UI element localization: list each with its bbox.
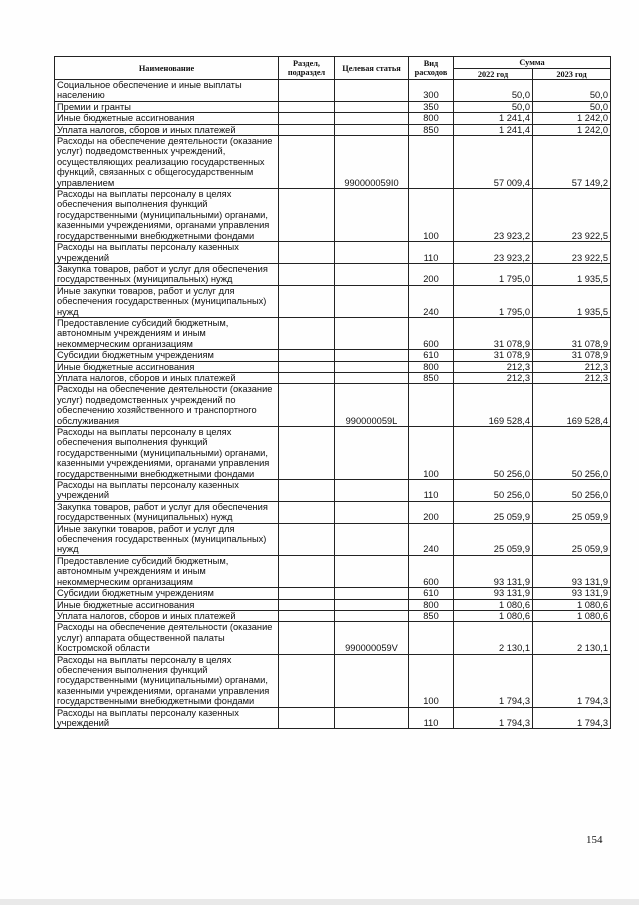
row-type (409, 384, 454, 427)
row-type: 240 (409, 285, 454, 317)
row-name: Предоставление субсидий бюджетным, автономным учреждениям и иным некоммерческим организациям (55, 317, 279, 349)
row-type: 850 (409, 372, 454, 383)
row-type: 800 (409, 599, 454, 610)
row-target (335, 480, 409, 502)
header-name: Наименование (55, 57, 279, 80)
row-name: Расходы на обеспечение деятельности (оказание услуг) аппарата общественной палаты Костромской области (55, 622, 279, 654)
row-target (335, 285, 409, 317)
row-name: Расходы на обеспечение деятельности (оказание услуг) подведомственных учреждений по обеспечению хозяйственного и транспортного обслуживания (55, 384, 279, 427)
row-sum-2023: 25 059,9 (533, 523, 611, 555)
row-name: Иные бюджетные ассигнования (55, 113, 279, 124)
row-sum-2022: 1 241,4 (454, 124, 533, 135)
row-target (335, 263, 409, 285)
row-section (279, 361, 335, 372)
row-type (409, 622, 454, 654)
row-target (335, 610, 409, 621)
row-sum-2023: 50 256,0 (533, 427, 611, 480)
table-row (55, 136, 611, 189)
row-section (279, 654, 335, 707)
row-target (335, 372, 409, 383)
row-sum-2023: 1 794,3 (533, 707, 611, 729)
row-sum-2022: 31 078,9 (454, 350, 533, 361)
row-target (335, 501, 409, 523)
row-sum-2023: 57 149,2 (533, 136, 611, 189)
table-row (55, 622, 611, 654)
table-row (55, 285, 611, 317)
page-number: 154 (586, 834, 603, 846)
row-sum-2023: 31 078,9 (533, 350, 611, 361)
row-name: Расходы на выплаты персоналу в целях обеспечения выполнения функций государственными (муниципальными) органами, казенными учреждениями, органами управления государственными внебюджетными фондами (55, 654, 279, 707)
row-name: Расходы на выплаты персоналу в целях обеспечения выполнения функций государственными (муниципальными) органами, казенными учреждениями, органами управления государственными внебюджетными фондами (55, 189, 279, 242)
row-type: 610 (409, 588, 454, 599)
row-sum-2023: 1 935,5 (533, 285, 611, 317)
table-row (55, 384, 611, 427)
row-section (279, 555, 335, 587)
row-sum-2023: 1 935,5 (533, 263, 611, 285)
table-row (55, 501, 611, 523)
row-sum-2022: 1 241,4 (454, 113, 533, 124)
row-target (335, 361, 409, 372)
row-section (279, 189, 335, 242)
row-type: 100 (409, 654, 454, 707)
row-section (279, 113, 335, 124)
row-sum-2023: 31 078,9 (533, 317, 611, 349)
row-section (279, 480, 335, 502)
row-sum-2023: 23 922,5 (533, 242, 611, 264)
row-type: 850 (409, 610, 454, 621)
row-name: Уплата налогов, сборов и иных платежей (55, 372, 279, 383)
row-sum-2023: 212,3 (533, 361, 611, 372)
row-name: Субсидии бюджетным учреждениям (55, 350, 279, 361)
row-sum-2023: 50,0 (533, 101, 611, 112)
row-type: 100 (409, 427, 454, 480)
row-sum-2023: 2 130,1 (533, 622, 611, 654)
row-type: 600 (409, 555, 454, 587)
row-name: Уплата налогов, сборов и иных платежей (55, 124, 279, 135)
row-target (335, 80, 409, 102)
page-edge (0, 899, 639, 905)
row-sum-2022: 212,3 (454, 372, 533, 383)
budget-table (54, 56, 611, 729)
table-row (55, 80, 611, 102)
row-type: 350 (409, 101, 454, 112)
row-name: Иные закупки товаров, работ и услуг для обеспечения государственных (муниципальных) нужд (55, 523, 279, 555)
row-sum-2022: 50,0 (454, 80, 533, 102)
table-row (55, 610, 611, 621)
table-body (55, 80, 611, 729)
row-sum-2022: 1 794,3 (454, 654, 533, 707)
table-row (55, 350, 611, 361)
row-sum-2022: 23 923,2 (454, 242, 533, 264)
row-target: 990000059I0 (335, 136, 409, 189)
row-sum-2023: 1 242,0 (533, 124, 611, 135)
row-sum-2022: 169 528,4 (454, 384, 533, 427)
row-name: Субсидии бюджетным учреждениям (55, 588, 279, 599)
row-sum-2022: 23 923,2 (454, 189, 533, 242)
row-sum-2022: 1 795,0 (454, 285, 533, 317)
table-row (55, 523, 611, 555)
row-sum-2022: 212,3 (454, 361, 533, 372)
row-name: Иные закупки товаров, работ и услуг для обеспечения государственных (муниципальных) нужд (55, 285, 279, 317)
row-section (279, 317, 335, 349)
table-row (55, 372, 611, 383)
row-section (279, 285, 335, 317)
row-sum-2022: 57 009,4 (454, 136, 533, 189)
row-section (279, 384, 335, 427)
row-name: Уплата налогов, сборов и иных платежей (55, 610, 279, 621)
row-sum-2022: 31 078,9 (454, 317, 533, 349)
row-sum-2022: 1 080,6 (454, 610, 533, 621)
row-target (335, 427, 409, 480)
row-name: Расходы на обеспечение деятельности (оказание услуг) подведомственных учреждений, осуществляющих реализацию государственных функций, связанных с общегосударственным управлением (55, 136, 279, 189)
row-sum-2023: 25 059,9 (533, 501, 611, 523)
table-row (55, 113, 611, 124)
row-section (279, 136, 335, 189)
row-sum-2023: 50 256,0 (533, 480, 611, 502)
table-row (55, 480, 611, 502)
row-section (279, 588, 335, 599)
table-row (55, 427, 611, 480)
table-row (55, 263, 611, 285)
row-target (335, 189, 409, 242)
row-sum-2022: 25 059,9 (454, 523, 533, 555)
header-year-2023: 2023 год (533, 69, 611, 80)
row-target (335, 113, 409, 124)
row-type: 200 (409, 263, 454, 285)
row-section (279, 372, 335, 383)
row-section (279, 80, 335, 102)
row-sum-2023: 1 080,6 (533, 599, 611, 610)
row-sum-2023: 93 131,9 (533, 588, 611, 599)
row-section (279, 501, 335, 523)
row-target: 990000059L (335, 384, 409, 427)
row-target (335, 599, 409, 610)
row-sum-2023: 50,0 (533, 80, 611, 102)
row-name: Закупка товаров, работ и услуг для обеспечения государственных (муниципальных) нужд (55, 501, 279, 523)
row-section (279, 101, 335, 112)
row-section (279, 124, 335, 135)
table-row (55, 361, 611, 372)
row-sum-2022: 50 256,0 (454, 427, 533, 480)
row-section (279, 707, 335, 729)
row-name: Расходы на выплаты персоналу в целях обеспечения выполнения функций государственными (муниципальными) органами, казенными учреждениями, органами управления государственными внебюджетными фондами (55, 427, 279, 480)
row-type: 110 (409, 480, 454, 502)
row-target (335, 317, 409, 349)
table-row (55, 654, 611, 707)
table-row (55, 101, 611, 112)
table-header (55, 57, 611, 80)
row-target (335, 555, 409, 587)
row-target (335, 523, 409, 555)
row-target (335, 707, 409, 729)
row-name: Социальное обеспечение и иные выплаты населению (55, 80, 279, 102)
row-target (335, 101, 409, 112)
row-section (279, 242, 335, 264)
table-row (55, 588, 611, 599)
row-target (335, 588, 409, 599)
row-section (279, 523, 335, 555)
row-section (279, 622, 335, 654)
row-name: Расходы на выплаты персоналу казенных учреждений (55, 707, 279, 729)
row-sum-2022: 1 080,6 (454, 599, 533, 610)
row-section (279, 427, 335, 480)
header-sum: Сумма (454, 57, 611, 69)
row-sum-2023: 1 794,3 (533, 654, 611, 707)
table-row (55, 317, 611, 349)
row-name: Расходы на выплаты персоналу казенных учреждений (55, 242, 279, 264)
row-name: Расходы на выплаты персоналу казенных учреждений (55, 480, 279, 502)
row-type: 300 (409, 80, 454, 102)
row-sum-2022: 25 059,9 (454, 501, 533, 523)
row-sum-2022: 93 131,9 (454, 555, 533, 587)
table-row (55, 189, 611, 242)
header-year-2022: 2022 год (454, 69, 533, 80)
row-target (335, 350, 409, 361)
row-sum-2023: 1 080,6 (533, 610, 611, 621)
row-sum-2022: 1 795,0 (454, 263, 533, 285)
row-sum-2022: 50 256,0 (454, 480, 533, 502)
table-row (55, 707, 611, 729)
row-type: 200 (409, 501, 454, 523)
row-type (409, 136, 454, 189)
row-sum-2022: 50,0 (454, 101, 533, 112)
row-section (279, 350, 335, 361)
row-name: Иные бюджетные ассигнования (55, 599, 279, 610)
row-sum-2023: 169 528,4 (533, 384, 611, 427)
row-type: 850 (409, 124, 454, 135)
row-sum-2023: 23 922,5 (533, 189, 611, 242)
row-type: 110 (409, 242, 454, 264)
row-type: 800 (409, 113, 454, 124)
row-target (335, 242, 409, 264)
row-sum-2023: 93 131,9 (533, 555, 611, 587)
header-section: Раздел, подраздел (279, 57, 335, 80)
row-target (335, 654, 409, 707)
row-name: Предоставление субсидий бюджетным, автономным учреждениям и иным некоммерческим организациям (55, 555, 279, 587)
table-row (55, 124, 611, 135)
row-sum-2023: 1 242,0 (533, 113, 611, 124)
row-sum-2022: 1 794,3 (454, 707, 533, 729)
row-type: 100 (409, 189, 454, 242)
row-section (279, 610, 335, 621)
row-sum-2022: 2 130,1 (454, 622, 533, 654)
row-type: 600 (409, 317, 454, 349)
row-section (279, 263, 335, 285)
row-target: 990000059V (335, 622, 409, 654)
row-name: Премии и гранты (55, 101, 279, 112)
header-target: Целевая статья (335, 57, 409, 80)
row-target (335, 124, 409, 135)
row-type: 610 (409, 350, 454, 361)
row-type: 800 (409, 361, 454, 372)
table-row (55, 555, 611, 587)
row-type: 240 (409, 523, 454, 555)
table-row (55, 242, 611, 264)
row-name: Иные бюджетные ассигнования (55, 361, 279, 372)
row-name: Закупка товаров, работ и услуг для обеспечения государственных (муниципальных) нужд (55, 263, 279, 285)
row-type: 110 (409, 707, 454, 729)
row-sum-2022: 93 131,9 (454, 588, 533, 599)
table-row (55, 599, 611, 610)
row-section (279, 599, 335, 610)
header-type: Вид расходов (409, 57, 454, 80)
row-sum-2023: 212,3 (533, 372, 611, 383)
